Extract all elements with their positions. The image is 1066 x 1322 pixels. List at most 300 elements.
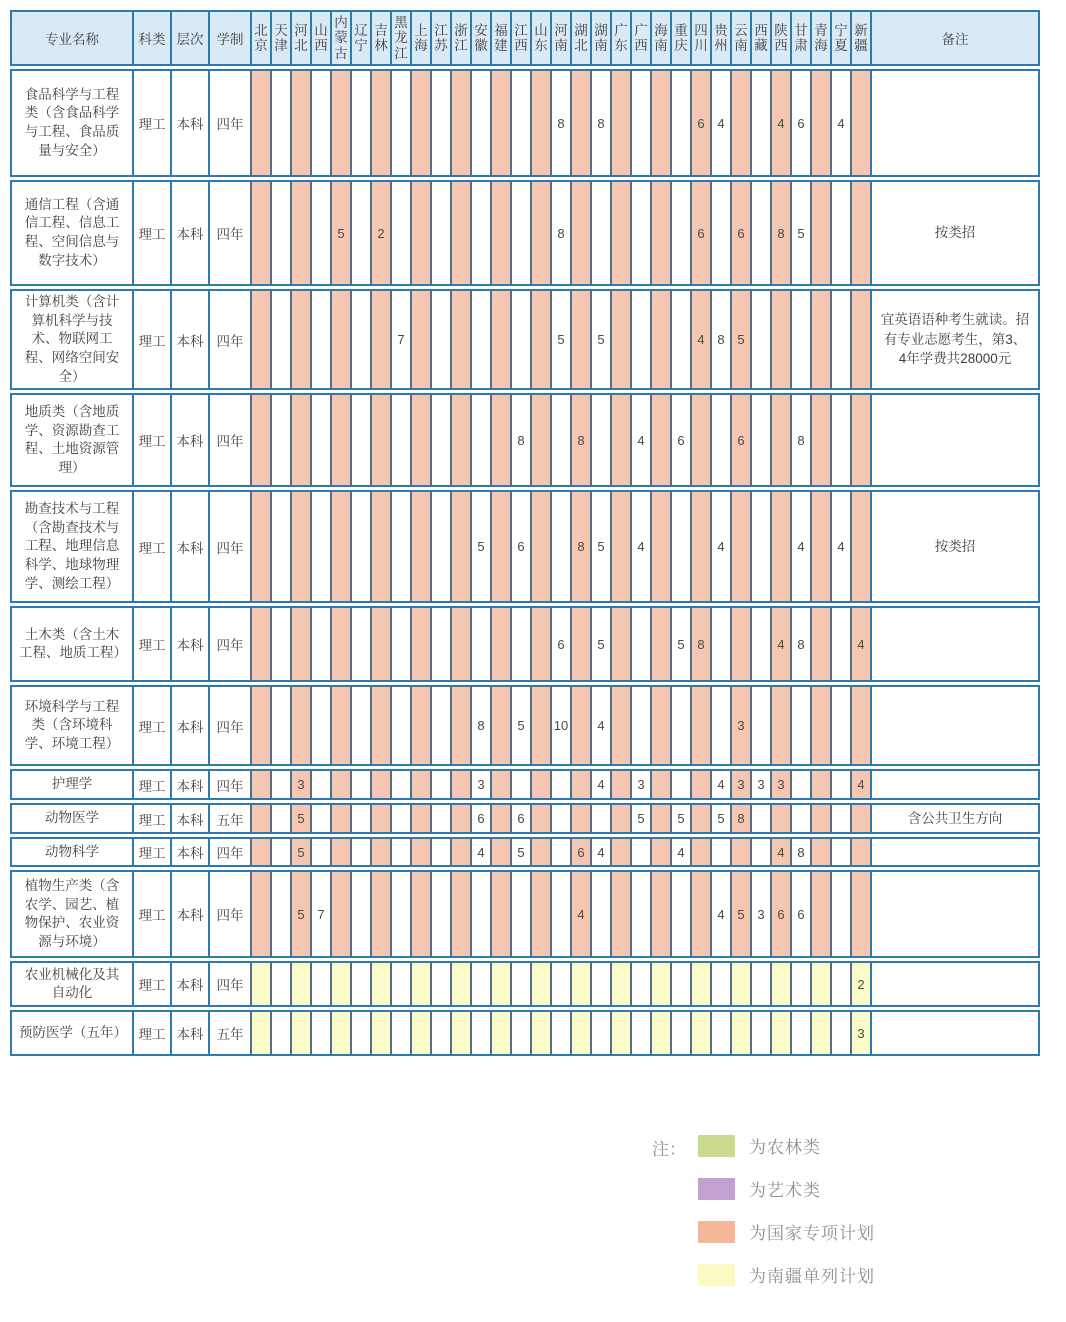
- province-plan-cell: [330, 803, 350, 834]
- province-plan-cell: [690, 393, 710, 487]
- province-plan-cell: [750, 490, 770, 603]
- province-plan-cell: [490, 289, 510, 390]
- province-plan-cell: 4: [710, 69, 730, 177]
- province-column-header: 青海: [810, 10, 830, 66]
- province-plan-cell: [290, 1010, 310, 1056]
- province-plan-cell: [370, 69, 390, 177]
- legend-items: [698, 1133, 875, 1287]
- province-plan-cell: [310, 69, 330, 177]
- province-plan-cell: 8: [690, 606, 710, 682]
- province-plan-cell: [430, 803, 450, 834]
- province-plan-cell: [830, 870, 850, 958]
- province-plan-cell: [810, 769, 830, 800]
- table-row: [10, 870, 1040, 958]
- province-plan-cell: [570, 606, 590, 682]
- province-plan-cell: 6: [470, 803, 490, 834]
- province-plan-cell: [630, 961, 650, 1007]
- province-plan-cell: 6: [730, 180, 750, 286]
- province-plan-cell: [330, 393, 350, 487]
- province-plan-cell: [310, 803, 330, 834]
- province-plan-cell: 4: [850, 769, 870, 800]
- province-plan-cell: 6: [770, 870, 790, 958]
- legend-item-agriculture-forestry: [698, 1133, 875, 1158]
- province-plan-cell: 3: [770, 769, 790, 800]
- province-plan-cell: [790, 1010, 810, 1056]
- province-plan-cell: [370, 606, 390, 682]
- province-plan-cell: [730, 1010, 750, 1056]
- province-plan-cell: 8: [550, 180, 570, 286]
- province-plan-cell: [830, 1010, 850, 1056]
- major-cell: 食品科学与工程类（含食品科学与工程、食品质量与安全）: [10, 69, 132, 177]
- province-plan-cell: [450, 490, 470, 603]
- province-plan-cell: [350, 490, 370, 603]
- province-plan-cell: [570, 1010, 590, 1056]
- level-cell: 本科: [170, 837, 208, 867]
- table-row: [10, 837, 1040, 867]
- province-column-header: 上海: [410, 10, 430, 66]
- province-plan-cell: 5: [590, 490, 610, 603]
- province-plan-cell: [270, 769, 290, 800]
- province-plan-cell: [730, 69, 750, 177]
- province-plan-cell: [430, 961, 450, 1007]
- province-plan-cell: [650, 180, 670, 286]
- province-plan-cell: [710, 393, 730, 487]
- col-header-major: 专业名称: [10, 10, 132, 66]
- province-plan-cell: [530, 961, 550, 1007]
- province-plan-cell: [710, 961, 730, 1007]
- plan-table-head: [10, 10, 1040, 66]
- province-plan-cell: [530, 803, 550, 834]
- province-plan-cell: [430, 490, 450, 603]
- table-row: [10, 685, 1040, 766]
- table-row: [10, 289, 1040, 390]
- province-plan-cell: [490, 69, 510, 177]
- province-column-header: 安徽: [470, 10, 490, 66]
- province-plan-cell: [410, 393, 430, 487]
- province-plan-cell: [790, 803, 810, 834]
- header-row: [10, 10, 1040, 66]
- level-cell: 本科: [170, 289, 208, 390]
- province-plan-cell: 5: [730, 870, 750, 958]
- province-plan-cell: [810, 606, 830, 682]
- province-plan-cell: [730, 961, 750, 1007]
- province-plan-cell: [250, 685, 270, 766]
- province-plan-cell: 3: [470, 769, 490, 800]
- province-plan-cell: [450, 961, 470, 1007]
- province-plan-cell: [490, 685, 510, 766]
- province-plan-cell: 5: [290, 837, 310, 867]
- province-plan-cell: [270, 180, 290, 286]
- province-plan-cell: [590, 393, 610, 487]
- province-plan-cell: [330, 685, 350, 766]
- province-plan-cell: [330, 606, 350, 682]
- province-plan-cell: 3: [730, 685, 750, 766]
- province-plan-cell: [690, 870, 710, 958]
- province-plan-cell: 8: [790, 606, 810, 682]
- province-plan-cell: [490, 870, 510, 958]
- province-plan-cell: [390, 769, 410, 800]
- province-plan-cell: [650, 490, 670, 603]
- province-plan-cell: [410, 769, 430, 800]
- province-plan-cell: [650, 69, 670, 177]
- remark-cell: [870, 393, 1040, 487]
- province-plan-cell: [450, 393, 470, 487]
- province-plan-cell: [830, 289, 850, 390]
- province-plan-cell: 6: [510, 803, 530, 834]
- major-cell: 预防医学（五年）: [10, 1010, 132, 1056]
- province-plan-cell: [310, 490, 330, 603]
- province-plan-cell: [610, 606, 630, 682]
- province-plan-cell: [250, 803, 270, 834]
- province-plan-cell: [290, 69, 310, 177]
- province-plan-cell: [370, 289, 390, 390]
- province-plan-cell: [450, 289, 470, 390]
- province-plan-cell: [310, 1010, 330, 1056]
- province-plan-cell: [850, 685, 870, 766]
- province-plan-cell: [310, 606, 330, 682]
- province-plan-cell: [490, 803, 510, 834]
- province-plan-cell: [270, 490, 290, 603]
- province-plan-cell: 5: [510, 837, 530, 867]
- province-plan-cell: [530, 870, 550, 958]
- province-plan-cell: [610, 961, 630, 1007]
- level-cell: 本科: [170, 1010, 208, 1056]
- province-plan-cell: [770, 803, 790, 834]
- province-plan-cell: [470, 961, 490, 1007]
- province-column-header: 天津: [270, 10, 290, 66]
- province-plan-cell: [350, 180, 370, 286]
- province-plan-cell: [390, 180, 410, 286]
- province-plan-cell: [270, 685, 290, 766]
- province-plan-cell: [570, 803, 590, 834]
- province-plan-cell: [550, 870, 570, 958]
- province-plan-cell: [350, 606, 370, 682]
- province-plan-cell: 8: [590, 69, 610, 177]
- province-plan-cell: [630, 180, 650, 286]
- remark-cell: [870, 837, 1040, 867]
- province-plan-cell: [350, 803, 370, 834]
- province-plan-cell: [610, 289, 630, 390]
- province-plan-cell: [510, 870, 530, 958]
- province-plan-cell: [290, 180, 310, 286]
- province-plan-cell: [510, 1010, 530, 1056]
- duration-cell: 五年: [208, 803, 250, 834]
- province-plan-cell: [710, 1010, 730, 1056]
- province-plan-cell: [270, 393, 290, 487]
- province-plan-cell: 5: [670, 606, 690, 682]
- province-plan-cell: [750, 289, 770, 390]
- plan-table-body: [10, 69, 1040, 1056]
- province-plan-cell: [790, 769, 810, 800]
- province-plan-cell: [550, 961, 570, 1007]
- province-plan-cell: [430, 393, 450, 487]
- province-plan-cell: [370, 961, 390, 1007]
- province-plan-cell: [330, 769, 350, 800]
- province-plan-cell: 4: [710, 870, 730, 958]
- col-header-level: 层次: [170, 10, 208, 66]
- major-cell: 土木类（含土木工程、地质工程）: [10, 606, 132, 682]
- province-plan-cell: 3: [290, 769, 310, 800]
- province-plan-cell: 7: [390, 289, 410, 390]
- province-plan-cell: [430, 180, 450, 286]
- province-plan-cell: [610, 490, 630, 603]
- province-plan-cell: [710, 180, 730, 286]
- level-cell: 本科: [170, 870, 208, 958]
- province-plan-cell: [490, 180, 510, 286]
- province-plan-cell: 4: [710, 769, 730, 800]
- province-plan-cell: [370, 685, 390, 766]
- category-cell: 理工: [132, 769, 170, 800]
- province-plan-cell: [310, 289, 330, 390]
- province-column-header: 宁夏: [830, 10, 850, 66]
- province-plan-cell: 8: [770, 180, 790, 286]
- legend-item-national-special-plan: [698, 1219, 875, 1244]
- province-plan-cell: [610, 69, 630, 177]
- province-plan-cell: [690, 1010, 710, 1056]
- province-plan-cell: [830, 685, 850, 766]
- category-cell: 理工: [132, 180, 170, 286]
- province-plan-cell: [450, 606, 470, 682]
- province-plan-cell: [470, 606, 490, 682]
- province-plan-cell: [370, 490, 390, 603]
- province-plan-cell: [650, 685, 670, 766]
- province-plan-cell: [510, 289, 530, 390]
- province-column-header: 湖南: [590, 10, 610, 66]
- remark-cell: 按类招: [870, 490, 1040, 603]
- province-plan-cell: [410, 685, 430, 766]
- province-plan-cell: 4: [470, 837, 490, 867]
- province-plan-cell: [750, 393, 770, 487]
- province-plan-cell: [650, 870, 670, 958]
- duration-cell: 四年: [208, 289, 250, 390]
- category-cell: 理工: [132, 69, 170, 177]
- province-plan-cell: [310, 961, 330, 1007]
- level-cell: 本科: [170, 393, 208, 487]
- arts-swatch: [698, 1178, 735, 1200]
- province-plan-cell: 4: [630, 490, 650, 603]
- province-plan-cell: [250, 1010, 270, 1056]
- duration-cell: 四年: [208, 180, 250, 286]
- province-plan-cell: [610, 180, 630, 286]
- province-plan-cell: [830, 180, 850, 286]
- province-plan-cell: [390, 685, 410, 766]
- major-cell: 动物科学: [10, 837, 132, 867]
- province-plan-cell: [790, 289, 810, 390]
- province-plan-cell: [770, 961, 790, 1007]
- level-cell: 本科: [170, 69, 208, 177]
- province-plan-cell: 4: [590, 837, 610, 867]
- province-plan-cell: [430, 606, 450, 682]
- table-row: [10, 803, 1040, 834]
- category-cell: 理工: [132, 1010, 170, 1056]
- province-column-header: 黑龙江: [390, 10, 410, 66]
- province-plan-cell: [450, 69, 470, 177]
- province-plan-cell: 8: [470, 685, 490, 766]
- province-plan-cell: [390, 870, 410, 958]
- province-plan-cell: [690, 769, 710, 800]
- province-plan-cell: [330, 837, 350, 867]
- province-plan-cell: [330, 870, 350, 958]
- province-plan-cell: [250, 870, 270, 958]
- province-plan-cell: [810, 961, 830, 1007]
- major-cell: 环境科学与工程类（含环境科学、环境工程）: [10, 685, 132, 766]
- province-plan-cell: 4: [830, 490, 850, 603]
- province-plan-cell: [330, 490, 350, 603]
- legend: [652, 1133, 875, 1287]
- level-cell: 本科: [170, 180, 208, 286]
- province-plan-cell: [850, 393, 870, 487]
- province-column-header: 云南: [730, 10, 750, 66]
- province-plan-cell: [770, 490, 790, 603]
- province-plan-cell: [450, 180, 470, 286]
- province-plan-cell: [290, 490, 310, 603]
- duration-cell: 四年: [208, 69, 250, 177]
- legend-item-label: 为南疆单列计划: [749, 1267, 875, 1286]
- level-cell: 本科: [170, 606, 208, 682]
- agriculture-forestry-swatch: [698, 1135, 735, 1157]
- province-plan-cell: [630, 685, 650, 766]
- province-plan-cell: [530, 1010, 550, 1056]
- legend-item-label: 为国家专项计划: [749, 1224, 875, 1243]
- province-plan-cell: [810, 180, 830, 286]
- province-plan-cell: 8: [570, 393, 590, 487]
- category-cell: 理工: [132, 490, 170, 603]
- province-plan-cell: [350, 289, 370, 390]
- province-plan-cell: [630, 870, 650, 958]
- province-plan-cell: [670, 490, 690, 603]
- province-plan-cell: [730, 837, 750, 867]
- province-column-header: 西藏: [750, 10, 770, 66]
- category-cell: 理工: [132, 393, 170, 487]
- province-plan-cell: [750, 1010, 770, 1056]
- province-plan-cell: [530, 606, 550, 682]
- province-plan-cell: [530, 69, 550, 177]
- province-column-header: 海南: [650, 10, 670, 66]
- province-column-header: 贵州: [710, 10, 730, 66]
- plan-table: [10, 7, 1040, 1059]
- province-plan-cell: [650, 606, 670, 682]
- province-plan-cell: [370, 393, 390, 487]
- duration-cell: 四年: [208, 393, 250, 487]
- province-plan-cell: [730, 490, 750, 603]
- province-plan-cell: 4: [710, 490, 730, 603]
- province-plan-cell: [570, 180, 590, 286]
- province-plan-cell: [350, 685, 370, 766]
- province-plan-cell: [770, 685, 790, 766]
- province-plan-cell: [310, 769, 330, 800]
- province-plan-cell: [410, 490, 430, 603]
- province-plan-cell: [470, 180, 490, 286]
- province-plan-cell: [410, 961, 430, 1007]
- province-plan-cell: [390, 837, 410, 867]
- province-plan-cell: [370, 870, 390, 958]
- category-cell: 理工: [132, 289, 170, 390]
- province-plan-cell: [530, 769, 550, 800]
- province-plan-cell: [830, 961, 850, 1007]
- province-plan-cell: [450, 837, 470, 867]
- province-plan-cell: [350, 1010, 370, 1056]
- province-plan-cell: [290, 606, 310, 682]
- province-plan-cell: [410, 870, 430, 958]
- province-plan-cell: [430, 685, 450, 766]
- province-plan-cell: [770, 1010, 790, 1056]
- province-plan-cell: [510, 769, 530, 800]
- province-plan-cell: [750, 685, 770, 766]
- duration-cell: 四年: [208, 870, 250, 958]
- province-plan-cell: [610, 393, 630, 487]
- province-column-header: 四川: [690, 10, 710, 66]
- province-plan-cell: [390, 393, 410, 487]
- province-plan-cell: [350, 393, 370, 487]
- province-plan-cell: [650, 1010, 670, 1056]
- province-plan-cell: [430, 289, 450, 390]
- duration-cell: 五年: [208, 1010, 250, 1056]
- major-cell: 植物生产类（含农学、园艺、植物保护、农业资源与环境）: [10, 870, 132, 958]
- province-plan-cell: [650, 393, 670, 487]
- province-plan-cell: [650, 769, 670, 800]
- province-plan-cell: 2: [370, 180, 390, 286]
- province-plan-cell: [490, 490, 510, 603]
- province-plan-cell: [250, 393, 270, 487]
- duration-cell: 四年: [208, 685, 250, 766]
- table-row: [10, 1010, 1040, 1056]
- province-column-header: 山西: [310, 10, 330, 66]
- province-column-header: 甘肃: [790, 10, 810, 66]
- province-plan-cell: [410, 69, 430, 177]
- province-plan-cell: 5: [510, 685, 530, 766]
- level-cell: 本科: [170, 961, 208, 1007]
- province-plan-cell: [310, 180, 330, 286]
- province-plan-cell: 4: [770, 606, 790, 682]
- province-plan-cell: [530, 289, 550, 390]
- col-header-category: 科类: [132, 10, 170, 66]
- category-cell: 理工: [132, 837, 170, 867]
- province-plan-cell: [570, 289, 590, 390]
- province-plan-cell: [270, 837, 290, 867]
- table-row: [10, 180, 1040, 286]
- province-plan-cell: 8: [730, 803, 750, 834]
- province-plan-cell: [590, 961, 610, 1007]
- province-plan-cell: [450, 769, 470, 800]
- province-plan-cell: [670, 870, 690, 958]
- province-plan-cell: [370, 769, 390, 800]
- province-plan-cell: 8: [790, 837, 810, 867]
- province-plan-cell: [690, 961, 710, 1007]
- province-plan-cell: [330, 961, 350, 1007]
- province-plan-cell: [670, 289, 690, 390]
- table-row: [10, 490, 1040, 603]
- province-plan-cell: [750, 837, 770, 867]
- province-plan-cell: [350, 837, 370, 867]
- remark-cell: [870, 69, 1040, 177]
- province-plan-cell: 6: [670, 393, 690, 487]
- province-plan-cell: [730, 606, 750, 682]
- province-column-header: 重庆: [670, 10, 690, 66]
- province-plan-cell: [810, 870, 830, 958]
- province-plan-cell: [550, 393, 570, 487]
- province-plan-cell: [610, 685, 630, 766]
- province-plan-cell: 4: [690, 289, 710, 390]
- province-column-header: 浙江: [450, 10, 470, 66]
- province-plan-cell: 2: [850, 961, 870, 1007]
- province-plan-cell: [830, 606, 850, 682]
- province-column-header: 广东: [610, 10, 630, 66]
- province-plan-cell: [670, 180, 690, 286]
- province-plan-cell: 5: [290, 870, 310, 958]
- province-plan-cell: [670, 69, 690, 177]
- province-plan-cell: 3: [630, 769, 650, 800]
- province-plan-cell: [670, 685, 690, 766]
